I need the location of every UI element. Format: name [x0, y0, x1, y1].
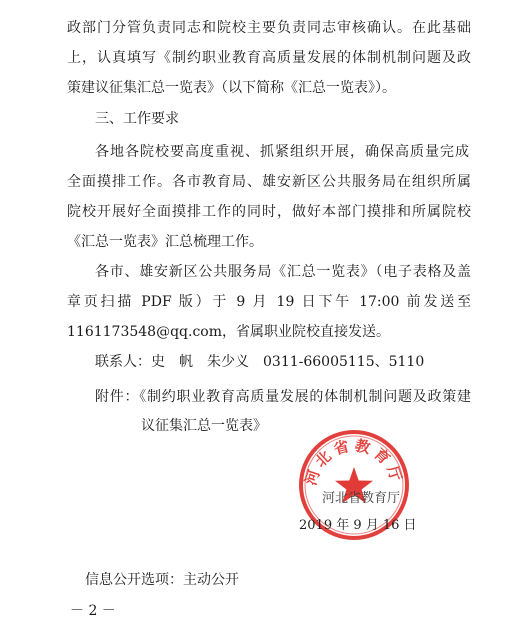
paragraph-line: 院校开展好全面摸排工作的同时，做好本部门摸排和所属院校	[67, 204, 471, 220]
attachment-line: 附件：《制约职业教育高质量发展的体制机制问题及政策建	[95, 389, 471, 405]
issuing-organization: 河北省教育厅	[322, 491, 401, 506]
attachment-line: 议征集汇总一览表》	[141, 418, 267, 434]
paragraph-line: 各市、雄安新区公共服务局《汇总一览表》（电子表格及盖	[95, 264, 471, 280]
paragraph-line: 政部门分管负责同志和院校主要负责同志审核确认。在此基础	[67, 20, 471, 36]
section-heading: 三、工作要求	[95, 111, 179, 127]
paragraph-line: 各地各院校要高度重视、抓紧组织开展，确保高质量完成	[95, 144, 469, 160]
page-number: － 2 －	[70, 603, 116, 619]
paragraph-line: 全面摸排工作。各市教育局、雄安新区公共服务局在组织所属	[67, 174, 471, 190]
disclosure-option: 信息公开选项：主动公开	[85, 572, 239, 588]
contact-line: 联系人：史 帆 朱少义 0311-66005115、5110	[95, 354, 425, 370]
issue-date: 2019 年 9 月 16 日	[299, 518, 417, 533]
paragraph-line: 上，认真填写《制约职业教育高质量发展的体制机制问题及政	[67, 50, 471, 66]
paragraph-line: 《汇总一览表》汇总梳理工作。	[67, 234, 263, 250]
paragraph-line: 1161173548@qq.com，省属职业院校直接发送。	[67, 324, 390, 340]
paragraph-line: 章页扫描 PDF 版）于 9 月 19 日下午 17:00 前发送至	[67, 294, 471, 310]
paragraph-line: 策建议征集汇总一览表》（以下简称《汇总一览表》）。	[67, 80, 396, 96]
seal-ring-text: 河北省教育厅	[301, 436, 407, 488]
